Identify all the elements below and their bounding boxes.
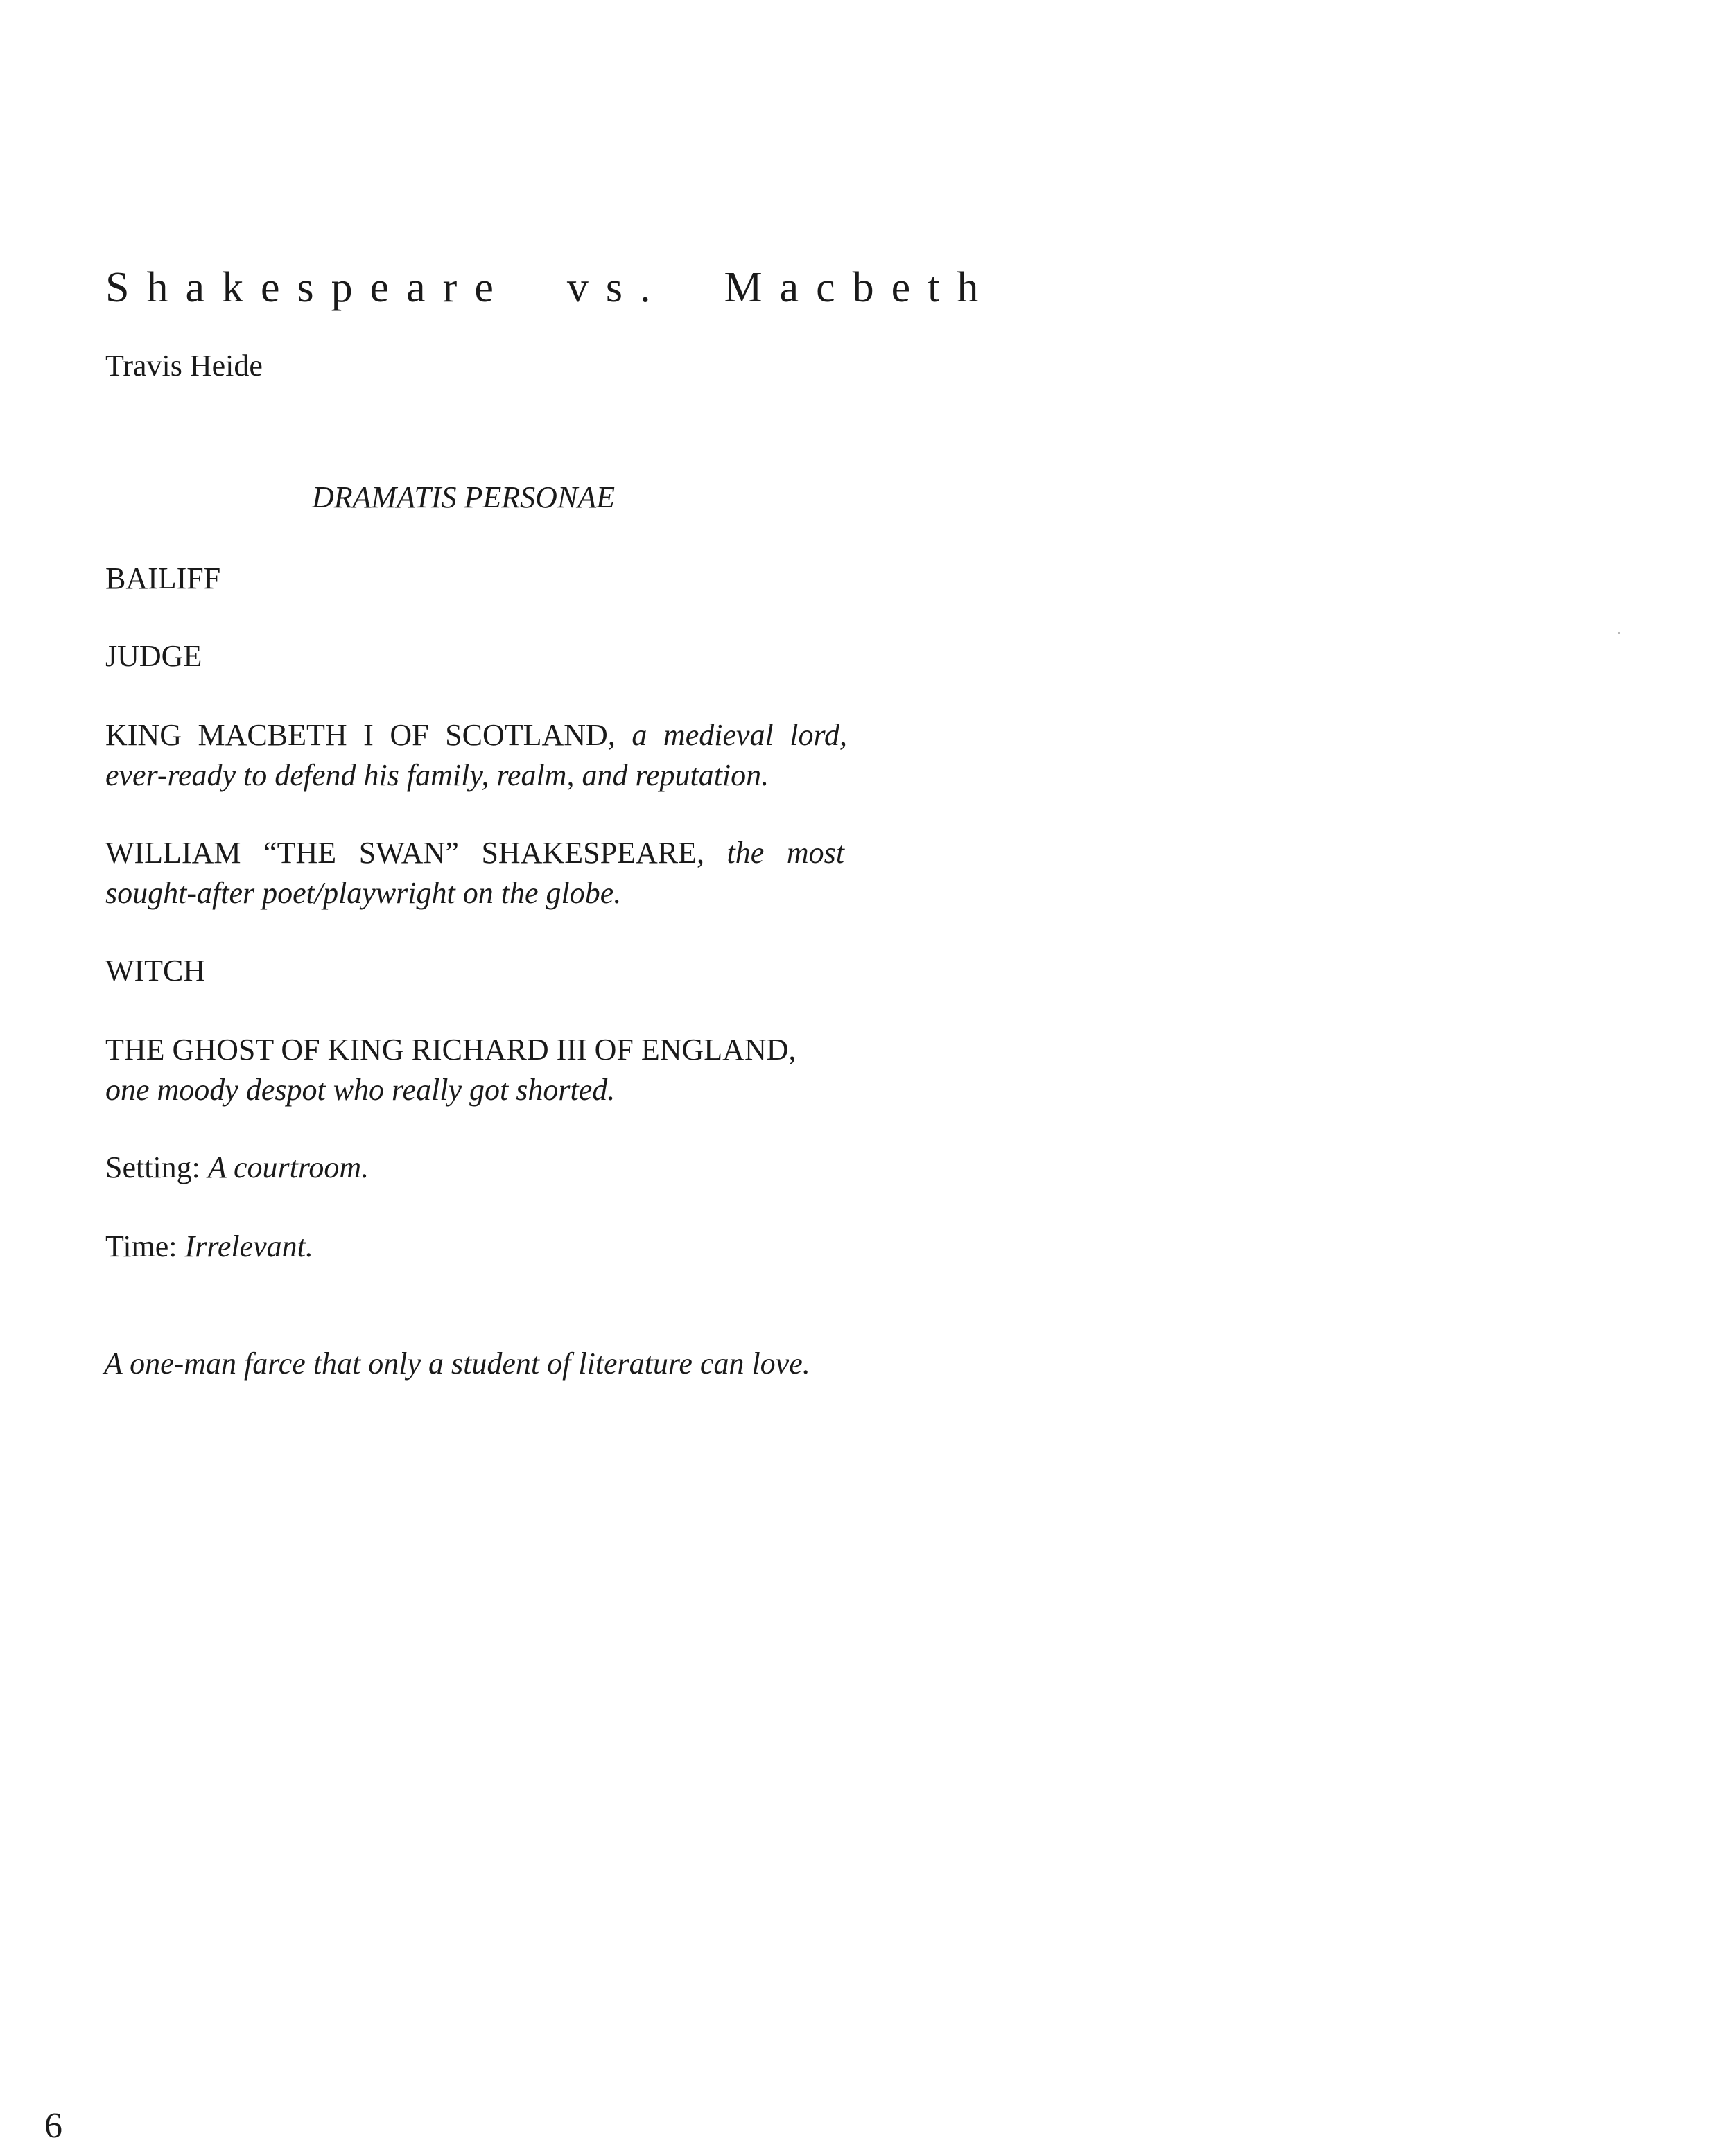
tagline: A one-man farce that only a student of literature can love. [104, 1347, 810, 1381]
character-name: JUDGE [105, 639, 202, 673]
time-label: Time: [105, 1229, 177, 1263]
character-name: THE GHOST OF KING RICHARD III OF ENGLAND, [105, 1033, 796, 1067]
setting-line [105, 1148, 847, 1188]
setting-value: A courtroom. [207, 1150, 369, 1184]
character-entry-witch [105, 951, 847, 991]
character-entry-shakespeare [105, 833, 844, 913]
scan-speck [1618, 632, 1620, 634]
character-description: one moody despot who really got shorted. [105, 1073, 616, 1107]
page-number: 6 [44, 2106, 62, 2146]
author-name: Travis Heide [105, 349, 263, 383]
character-name: WILLIAM “THE SWAN” SHAKESPEARE, [105, 836, 704, 870]
dramatis-personae-heading: DRAMATIS PERSONAE [312, 480, 616, 514]
character-entry-macbeth [105, 715, 847, 796]
time-value: Irrelevant. [184, 1229, 313, 1263]
character-description: a medieval lord, ever-ready to defend his family, realm, and reputation. [105, 718, 847, 792]
character-name: BAILIFF [105, 561, 221, 595]
time-line [105, 1227, 847, 1267]
setting-label: Setting: [105, 1150, 200, 1184]
character-name: WITCH [105, 954, 206, 988]
character-description: the most sought-after poet/playwright on the globe. [105, 836, 844, 910]
character-entry-richard [105, 1030, 847, 1110]
character-entry-judge [105, 636, 847, 676]
play-title: Shakespeare vs. Macbeth [105, 264, 996, 311]
character-name: KING MACBETH I OF SCOTLAND, [105, 718, 616, 752]
character-entry-bailiff [105, 559, 847, 599]
